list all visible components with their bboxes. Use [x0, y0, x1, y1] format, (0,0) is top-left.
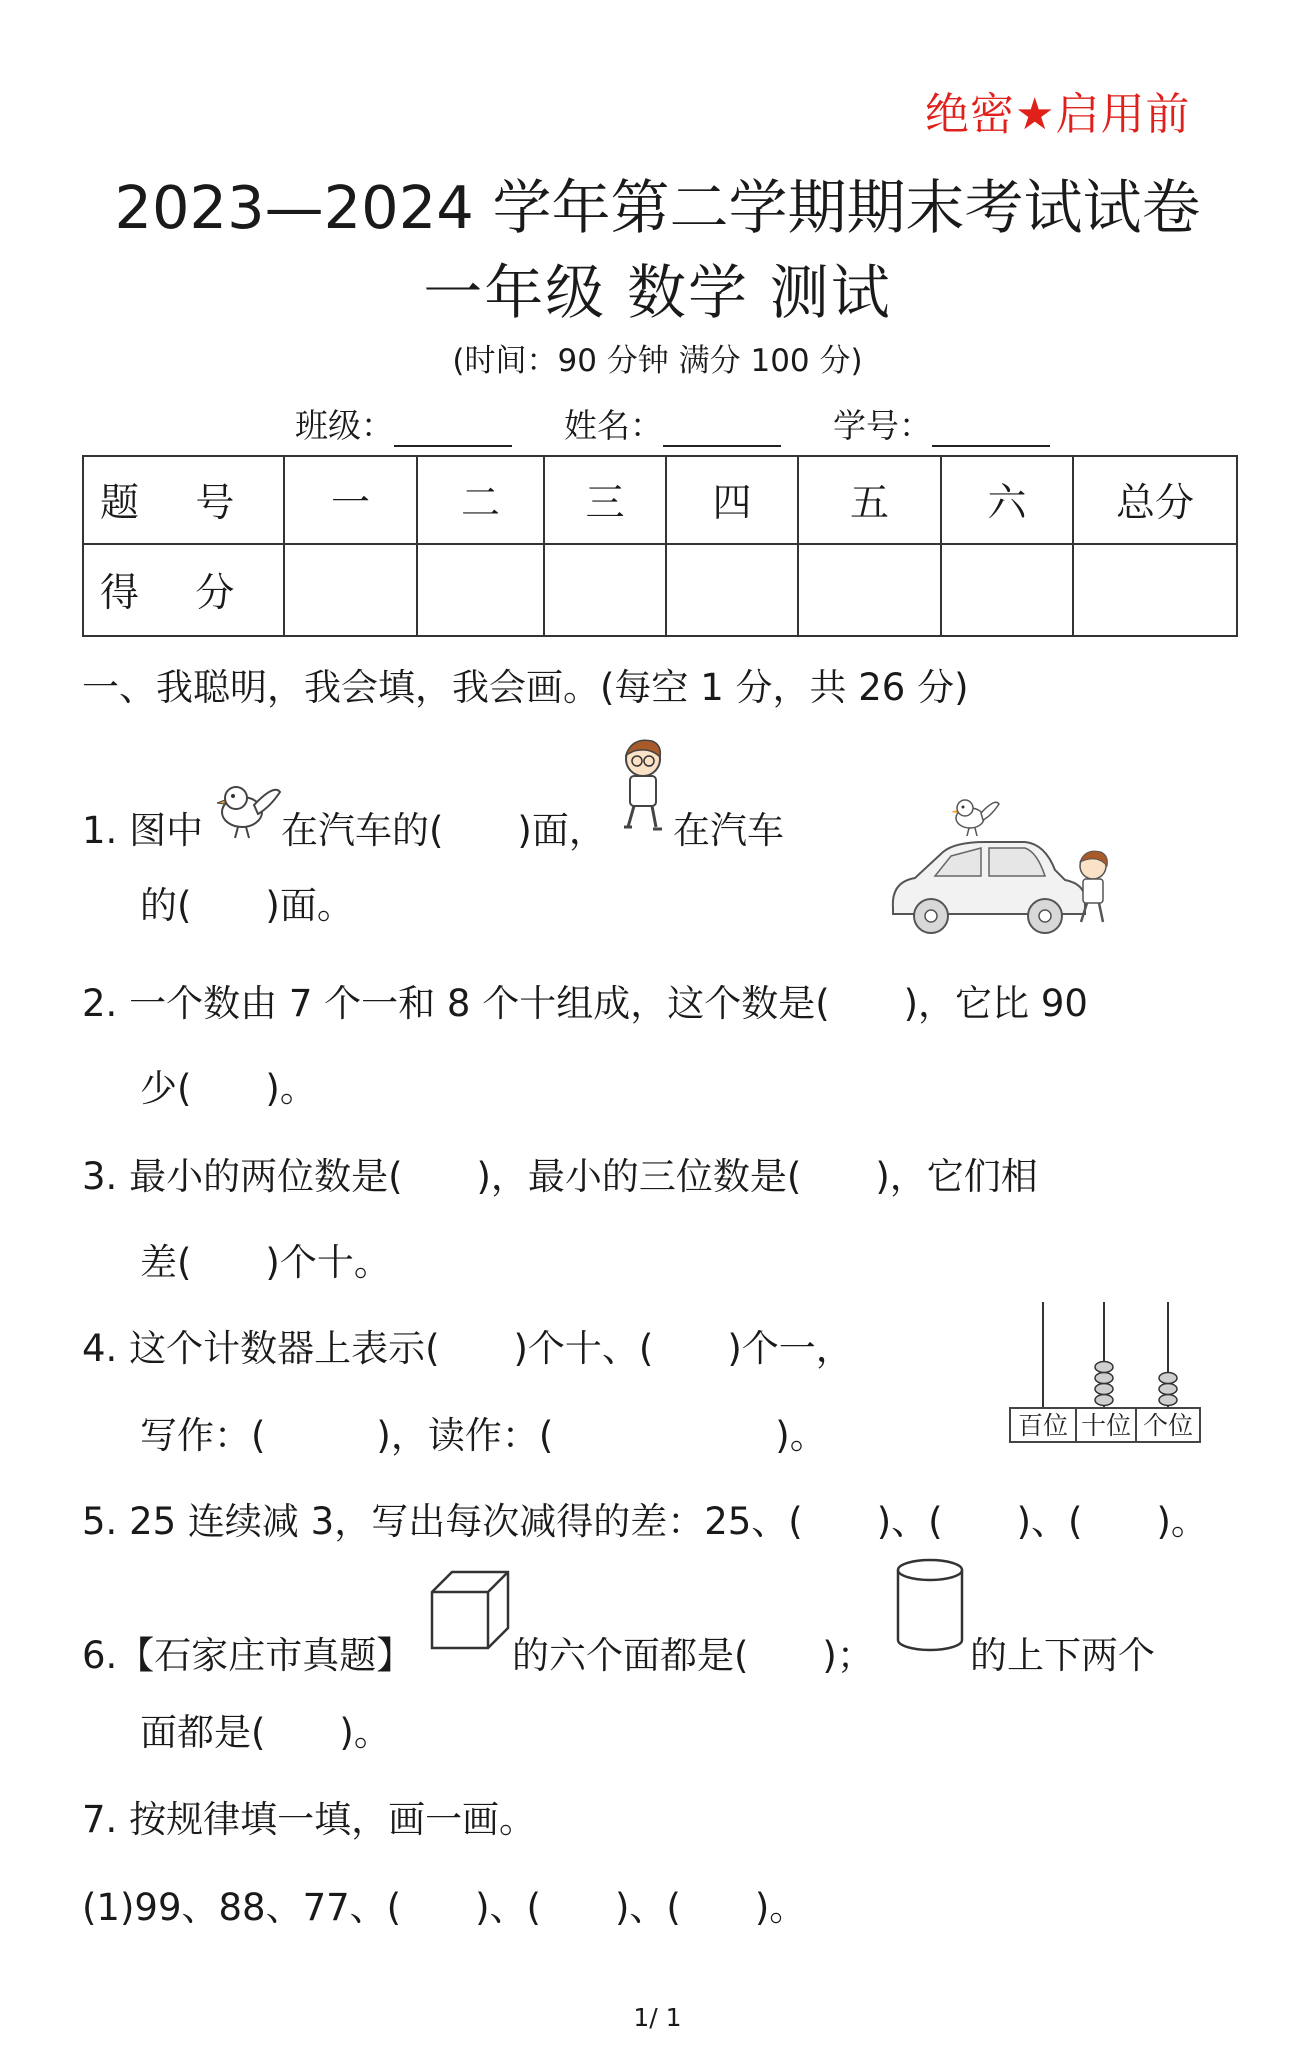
q7-1-text: (1)99、88、77、( )、( )、( )。 — [82, 1886, 807, 1929]
q4-text-b: 写作：( )，读作：( )。 — [140, 1414, 827, 1457]
cube-icon — [428, 1568, 512, 1654]
q1-text-d: 的( )面。 — [140, 884, 354, 927]
name-blank[interactable] — [663, 415, 781, 447]
section-1-heading: 一、我聪明，我会填，我会画。(每空 1 分，共 26 分) — [82, 666, 969, 709]
abacus-label-hundreds: 百位 — [1017, 1411, 1069, 1440]
q6-text-d: 面都是( )。 — [140, 1711, 391, 1754]
q6-text-c: 的上下两个 — [970, 1634, 1155, 1677]
student-id-blank[interactable] — [932, 415, 1050, 447]
question-number-row — [83, 456, 1237, 544]
score-cell[interactable] — [1073, 544, 1237, 636]
score-cell[interactable] — [941, 544, 1073, 636]
student-id-label: 学号： — [833, 406, 932, 445]
abacus-bead — [1095, 1395, 1113, 1406]
abacus-bead — [1159, 1395, 1177, 1406]
class-field[interactable] — [295, 400, 512, 447]
confidential-mark: 绝密★启用前 — [925, 89, 1191, 140]
name-field[interactable] — [564, 400, 781, 447]
class-blank[interactable] — [394, 415, 512, 447]
page-number: 1/ 1 — [633, 2003, 682, 2032]
q1-text-b: 在汽车的( )面， — [281, 809, 606, 852]
car-scene-image — [885, 790, 1135, 950]
score-cell[interactable] — [417, 544, 544, 636]
cylinder-icon — [892, 1556, 970, 1656]
score-table — [82, 455, 1238, 637]
column-header: 一 — [284, 456, 417, 544]
column-header: 六 — [941, 456, 1073, 544]
column-header: 四 — [666, 456, 798, 544]
column-header: 总分 — [1073, 456, 1237, 544]
q7-text: 7. 按规律填一填，画一画。 — [82, 1798, 537, 1841]
q6-text-a: 6.【石家庄市真题】 — [82, 1634, 414, 1677]
q5-text: 5. 25 连续减 3，写出每次减得的差：25、( )、( )、( )。 — [82, 1500, 1208, 1543]
q6-text-b: 的六个面都是( )； — [512, 1634, 874, 1677]
q1-text-a: 1. 图中 — [82, 809, 204, 852]
boy-icon — [1080, 851, 1107, 922]
score-label: 得 分 — [83, 544, 284, 636]
score-row — [83, 544, 1237, 636]
abacus-bead — [1095, 1362, 1113, 1373]
student-info-fields — [295, 400, 1102, 447]
score-cell[interactable] — [798, 544, 941, 636]
exam-title: 2023—2024 学年第二学期期末考试试卷 — [114, 173, 1201, 242]
abacus-bead — [1095, 1384, 1113, 1395]
bird-icon — [212, 772, 284, 844]
boy-icon — [612, 735, 674, 835]
abacus-label-ones: 个位 — [1142, 1411, 1194, 1440]
q3-text-a: 3. 最小的两位数是( )，最小的三位数是( )，它们相 — [82, 1155, 1038, 1198]
abacus-image — [1005, 1300, 1205, 1445]
abacus-bead — [1159, 1384, 1177, 1395]
column-header: 五 — [798, 456, 941, 544]
time-info: (时间：90 分钟 满分 100 分) — [452, 343, 863, 379]
column-header: 三 — [544, 456, 666, 544]
column-header: 二 — [417, 456, 544, 544]
q1-text-c: 在汽车 — [673, 809, 784, 852]
abacus-bead — [1159, 1373, 1177, 1384]
car-icon — [893, 842, 1085, 933]
q3-text-b: 差( )个十。 — [140, 1241, 391, 1284]
q2-text-b: 少( )。 — [140, 1067, 317, 1110]
question-number-label: 题 号 — [83, 456, 284, 544]
name-label: 姓名： — [564, 406, 663, 445]
bird-icon — [951, 800, 999, 836]
score-cell[interactable] — [666, 544, 798, 636]
exam-subtitle: 一年级 数学 测试 — [423, 258, 892, 327]
student-id-field[interactable] — [833, 400, 1050, 447]
score-cell[interactable] — [284, 544, 417, 636]
class-label: 班级： — [295, 406, 394, 445]
abacus-label-tens: 十位 — [1080, 1411, 1132, 1440]
score-cell[interactable] — [544, 544, 666, 636]
q4-text-a: 4. 这个计数器上表示( )个十、( )个一， — [82, 1327, 853, 1370]
abacus-bead — [1095, 1373, 1113, 1384]
q2-text-a: 2. 一个数由 7 个一和 8 个十组成，这个数是( )，它比 90 — [82, 982, 1088, 1025]
